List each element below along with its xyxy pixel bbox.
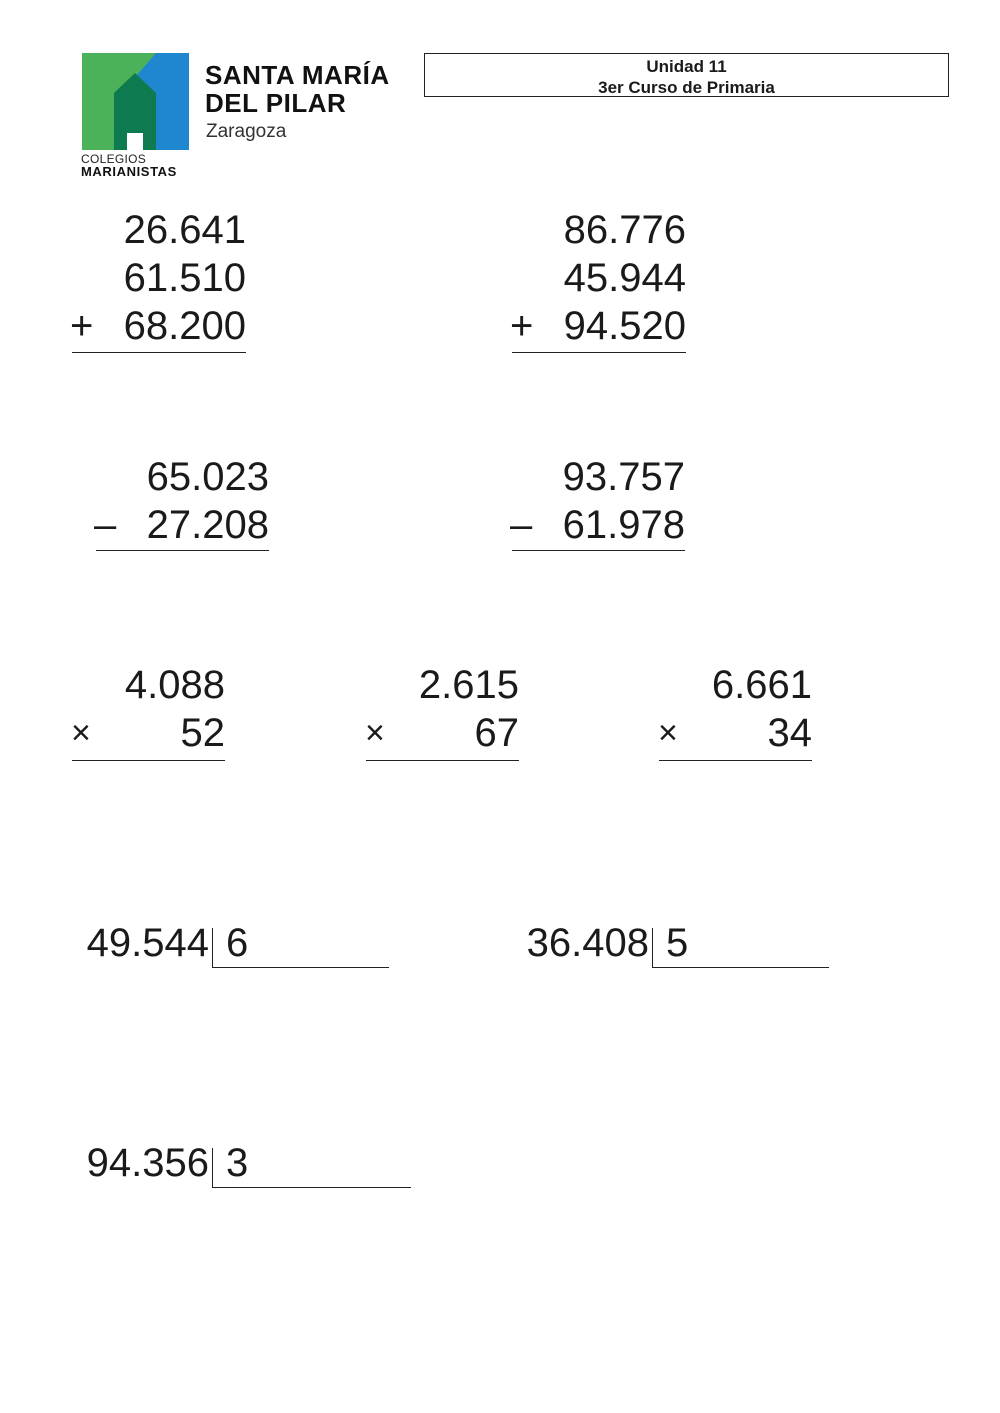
multiplier: 52 xyxy=(180,711,225,755)
division-bracket-vertical xyxy=(212,928,213,968)
divisor: 6 xyxy=(226,921,249,965)
addend: 94.520 xyxy=(563,304,686,348)
difference-line xyxy=(512,550,685,551)
product-line xyxy=(659,760,812,761)
unit-title: Unidad 11 xyxy=(646,57,727,76)
multiplicand: 4.088 xyxy=(124,663,225,707)
subtrahend: 61.978 xyxy=(562,503,685,547)
division-bracket-vertical xyxy=(212,1148,213,1188)
sum-line xyxy=(512,352,686,353)
minus-operator: – xyxy=(94,503,117,547)
quotient-line xyxy=(212,967,389,968)
sum-line xyxy=(72,352,246,353)
school-name-line2: DEL PILAR xyxy=(205,88,347,118)
times-operator: × xyxy=(365,714,385,752)
subtrahend: 27.208 xyxy=(146,503,269,547)
product-line xyxy=(366,760,519,761)
course-title: 3er Curso de Primaria xyxy=(598,78,775,97)
school-logo-icon xyxy=(82,53,189,150)
school-city: Zaragoza xyxy=(206,121,287,142)
multiplier: 67 xyxy=(474,711,519,755)
unit-info-box xyxy=(424,53,949,97)
dividend: 49.544 xyxy=(86,921,209,965)
divisor: 3 xyxy=(226,1141,249,1185)
logo-text-colegios: COLEGIOS xyxy=(81,152,147,166)
minus-operator: – xyxy=(510,503,533,547)
times-operator: × xyxy=(658,714,678,752)
times-operator: × xyxy=(71,714,91,752)
multiplicand: 6.661 xyxy=(711,663,812,707)
logo-text-marianistas: MARIANISTAS xyxy=(81,164,177,179)
minuend: 93.757 xyxy=(562,455,685,499)
plus-operator: + xyxy=(70,304,94,348)
addend: 26.641 xyxy=(123,208,246,252)
dividend: 36.408 xyxy=(526,921,649,965)
school-name-line1: SANTA MARÍA xyxy=(205,60,390,90)
dividend: 94.356 xyxy=(86,1141,209,1185)
quotient-line xyxy=(652,967,829,968)
division-bracket-vertical xyxy=(652,928,653,968)
quotient-line xyxy=(212,1187,411,1188)
plus-operator: + xyxy=(510,304,534,348)
addend: 86.776 xyxy=(563,208,686,252)
divisor: 5 xyxy=(666,921,689,965)
addend: 68.200 xyxy=(123,304,246,348)
difference-line xyxy=(96,550,269,551)
addend: 61.510 xyxy=(123,256,246,300)
minuend: 65.023 xyxy=(146,455,269,499)
multiplicand: 2.615 xyxy=(418,663,519,707)
multiplier: 34 xyxy=(767,711,812,755)
product-line xyxy=(72,760,225,761)
addend: 45.944 xyxy=(563,256,686,300)
